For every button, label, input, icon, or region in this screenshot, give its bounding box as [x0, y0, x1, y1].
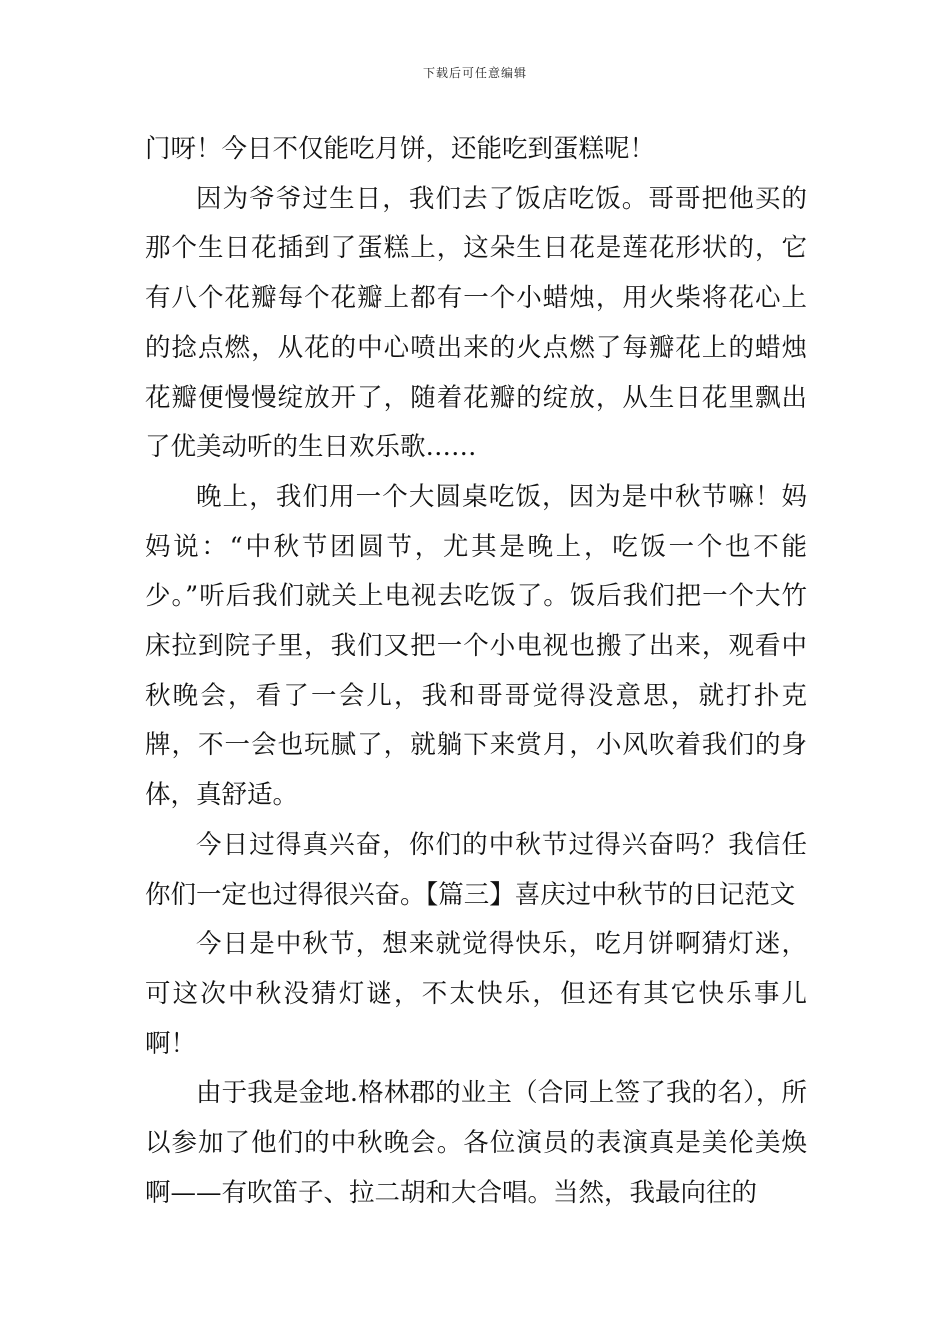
paragraph: 晚上，我们用一个大圆桌吃饭，因为是中秋节嘛！妈妈说：“中秋节团圆节，尤其是晚上，吃饭一个也不能少。”听后我们就关上电视去吃饭了。饭后我们把一个大竹床拉到院子里，我们又把一个小电视也搬了出来，观看中秋晚会，看了一会儿，我和哥哥觉得没意思，就打扑克牌，不一会也玩腻了，就躺下来赏月，小风吹着我们的身体，真舒适。 [145, 481, 807, 811]
document-body [145, 125, 807, 1218]
paragraph: 门呀！今日不仅能吃月饼，还能吃到蛋糕呢！ [145, 134, 656, 164]
page-header: 下载后可任意编辑 [422, 66, 527, 80]
paragraph: 今日是中秋节，想来就觉得快乐，吃月饼啊猜灯迷，可这次中秋没猜灯谜，不太快乐，但还有其它快乐事儿啊！ [145, 929, 807, 1059]
paragraph: 今日过得真兴奋，你们的中秋节过得兴奋吗？我信任你们一定也过得很兴奋。【篇三】喜庆过中秋节的日记范文 [145, 829, 807, 910]
paragraph: 因为爷爷过生日，我们去了饭店吃饭。哥哥把他买的那个生日花插到了蛋糕上，这朵生日花是莲花形状的，它有八个花瓣每个花瓣上都有一个小蜡烛，用火柴将花心上的捻点燃，从花的中心喷出来的火点燃了每瓣花上的蜡烛花瓣便慢慢绽放开了，随着花瓣的绽放，从生日花里飘出了优美动听的生日欢乐歌…… [145, 183, 807, 463]
paragraph: 由于我是金地.格林郡的业主（合同上签了我的名），所以参加了他们的中秋晚会。各位演员的表演真是美伦美焕啊——有吹笛子、拉二胡和大合唱。当然，我最向往的 [145, 1078, 807, 1208]
